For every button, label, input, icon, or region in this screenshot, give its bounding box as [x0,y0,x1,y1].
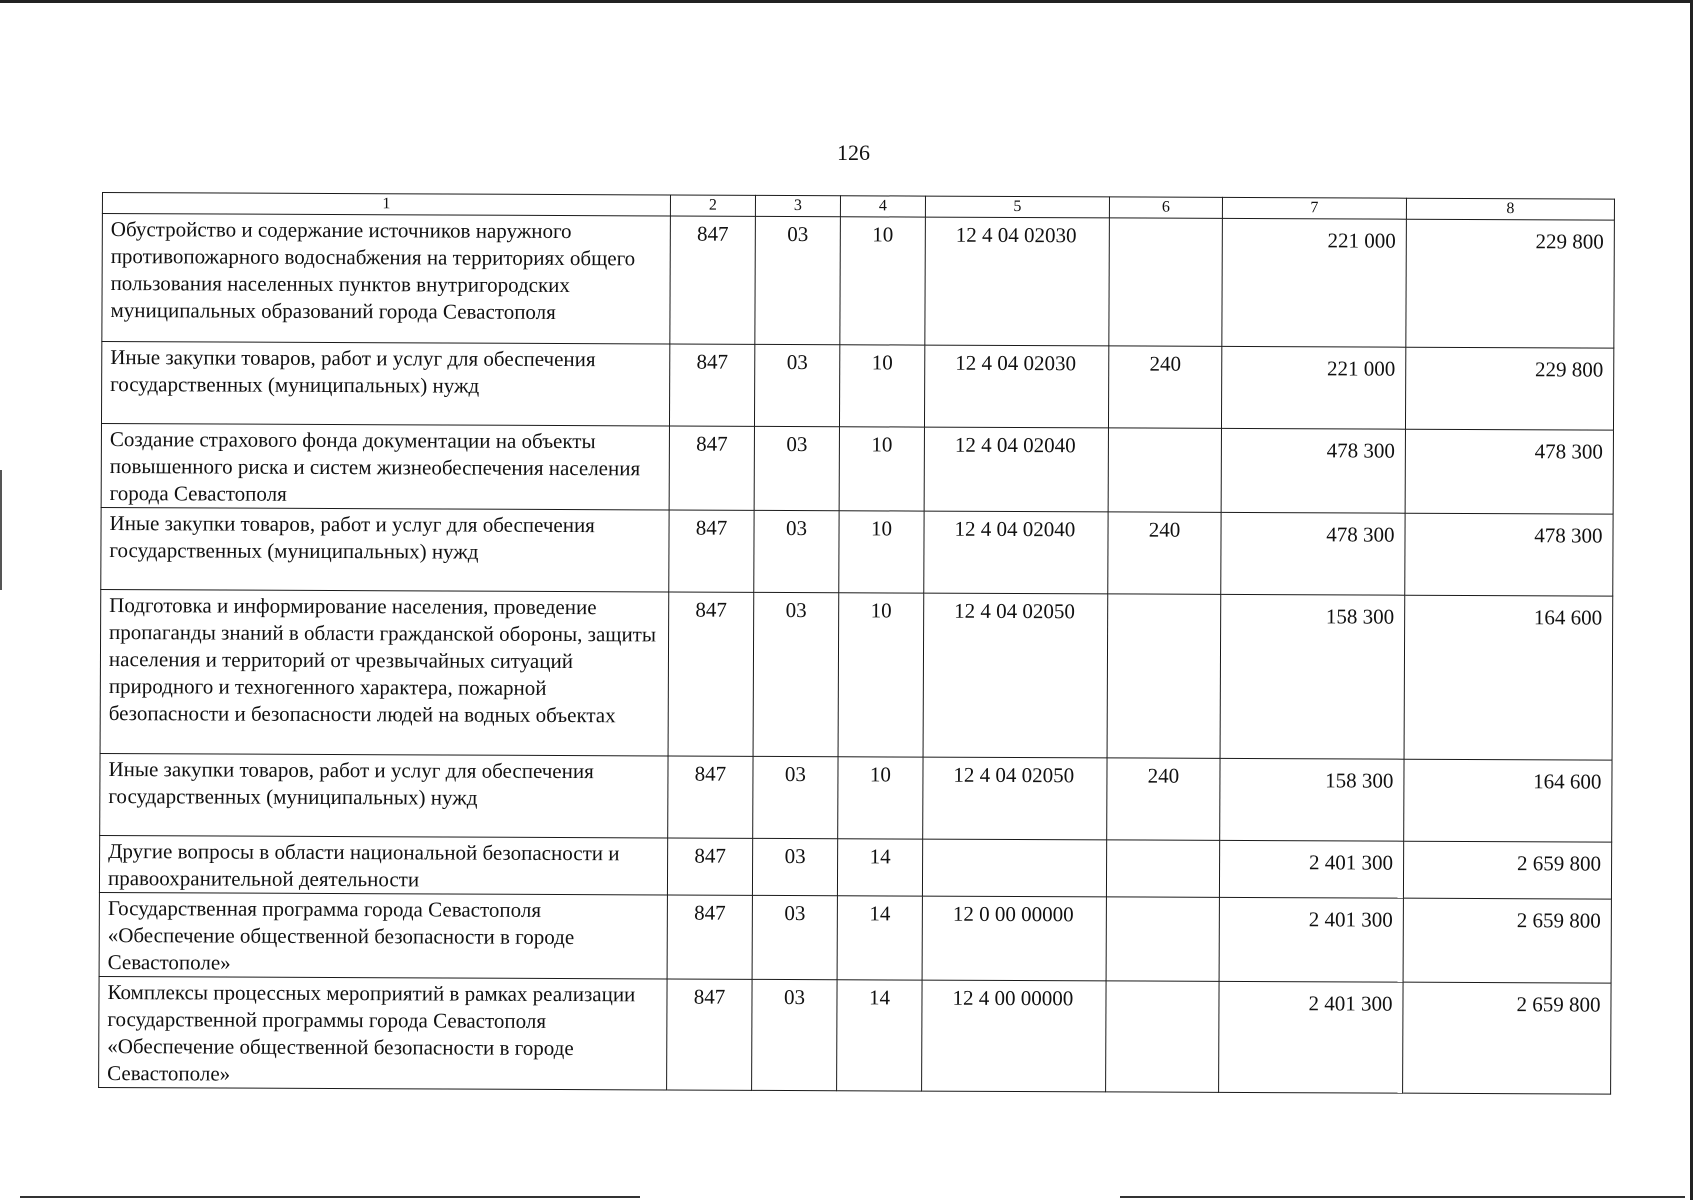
row-ministry-code: 847 [667,838,752,895]
row-amount-year1: 158 300 [1220,758,1404,841]
row-subsection-code: 10 [838,757,923,839]
row-amount-year2: 2 659 800 [1403,898,1611,983]
table-row [99,835,1611,899]
row-amount-year1: 2 401 300 [1219,840,1403,898]
row-amount-year1: 478 300 [1221,512,1405,595]
row-expense-type [1106,897,1219,981]
row-amount-year2: 478 300 [1405,513,1613,596]
row-name: Иные закупки товаров, работ и услуг для обеспечения государственных (муниципальных) нужд [100,753,668,837]
row-amount-year1: 221 000 [1222,218,1407,347]
row-amount-year2: 2 659 800 [1403,841,1611,899]
row-section-code: 03 [753,592,839,756]
row-subsection-code: 14 [837,896,922,980]
row-amount-year1: 158 300 [1220,594,1405,759]
row-name: Комплексы процессных мероприятий в рамках реализации государственной программы города Севастополя «Обеспечение общественной безопасности в городе Севастополе» [99,976,667,1089]
header-col-7: 7 [1222,197,1406,219]
row-expense-type: 240 [1108,346,1221,428]
row-target-article: 12 4 00 00000 [922,980,1106,1092]
row-amount-year2: 164 600 [1404,759,1612,842]
header-col-5: 5 [925,196,1109,218]
row-expense-type [1108,428,1221,512]
row-expense-type: 240 [1108,512,1221,594]
row-ministry-code: 847 [668,592,754,756]
row-name: Другие вопросы в области национальной безопасности и правоохранительной деятельности [99,835,667,894]
row-section-code: 03 [752,838,837,895]
row-target-article: 12 0 00 00000 [922,896,1106,981]
table-row [100,589,1613,760]
row-name: Подготовка и информирование населения, проведение пропаганды знаний в области гражданской обороны, защиты населения и территорий от чрезвычайных ситуаций природного и техногенного характера, пожарной безопасности и безопасности людей на водных объектах [100,589,669,755]
row-subsection-code: 10 [838,593,924,757]
row-subsection-code: 14 [837,980,922,1091]
scan-bottom-edge-left [20,1196,640,1198]
row-target-article: 12 4 04 02040 [924,511,1108,594]
row-target-article [922,839,1106,897]
row-name: Иные закупки товаров, работ и услуг для обеспечения государственных (муниципальных) нужд [101,342,669,426]
row-ministry-code: 847 [669,344,754,426]
row-expense-type: 240 [1107,758,1220,840]
row-section-code: 03 [754,344,839,426]
scan-left-mark [0,470,2,590]
header-col-6: 6 [1109,197,1222,218]
row-target-article: 12 4 04 02050 [923,593,1108,758]
header-col-4: 4 [840,196,925,217]
row-ministry-code: 847 [667,979,752,1090]
row-amount-year1: 478 300 [1221,428,1405,513]
row-name: Государственная программа города Севастополя «Обеспечение общественной безопасности в городе Севастополе» [99,892,667,978]
row-subsection-code: 10 [839,511,924,593]
row-name: Иные закупки товаров, работ и услуг для обеспечения государственных (муниципальных) нужд [101,507,669,591]
page-number: 126 [837,140,870,165]
row-subsection-code: 10 [840,217,926,345]
row-subsection-code: 10 [839,345,924,427]
row-amount-year1: 2 401 300 [1219,897,1403,982]
table-row [99,976,1611,1094]
row-amount-year2: 164 600 [1404,595,1613,760]
row-ministry-code: 847 [668,756,753,838]
row-ministry-code: 847 [667,895,752,979]
row-section-code: 03 [752,895,837,979]
table-row [101,423,1613,514]
row-ministry-code: 847 [669,510,754,592]
row-expense-type [1106,981,1219,1092]
row-section-code: 03 [754,510,839,592]
row-name: Создание страхового фонда документации на объекты повышенного риска и систем жизнеобеспечения населения города Севастополя [101,423,669,509]
row-amount-year2: 478 300 [1405,429,1613,514]
budget-table [98,192,1615,1095]
row-amount-year1: 221 000 [1221,346,1405,429]
row-target-article: 12 4 04 02040 [924,427,1108,512]
scan-top-edge [0,0,1693,3]
table-row [99,892,1611,983]
row-target-article: 12 4 04 02030 [924,345,1108,428]
row-amount-year2: 229 800 [1406,219,1615,348]
row-expense-type [1106,840,1219,897]
row-section-code: 03 [755,216,841,344]
row-amount-year2: 2 659 800 [1403,982,1611,1094]
row-target-article: 12 4 04 02050 [923,757,1107,840]
table-row [101,507,1613,596]
table-row [101,342,1613,431]
header-col-3: 3 [755,195,840,216]
row-target-article: 12 4 04 02030 [925,217,1110,346]
row-subsection-code: 14 [837,839,922,896]
header-col-1: 1 [102,193,670,216]
row-name: Обустройство и содержание источников наружного противопожарного водоснабжения на территориях общего пользования населенных пунктов внутригородских муниципальных образований города Севастополя [102,214,671,344]
row-ministry-code: 847 [669,426,754,510]
row-expense-type [1109,218,1223,346]
header-col-8: 8 [1406,198,1614,220]
row-amount-year2: 229 800 [1405,347,1613,430]
row-ministry-code: 847 [670,216,756,344]
row-expense-type [1107,594,1221,758]
table-row [100,753,1612,842]
row-section-code: 03 [754,426,839,510]
row-subsection-code: 10 [839,427,924,511]
row-section-code: 03 [752,979,837,1090]
table-row [102,214,1615,349]
row-section-code: 03 [753,756,838,838]
row-amount-year1: 2 401 300 [1219,981,1403,1093]
scan-bottom-edge-right [1120,1196,1685,1198]
header-col-2: 2 [670,195,755,216]
